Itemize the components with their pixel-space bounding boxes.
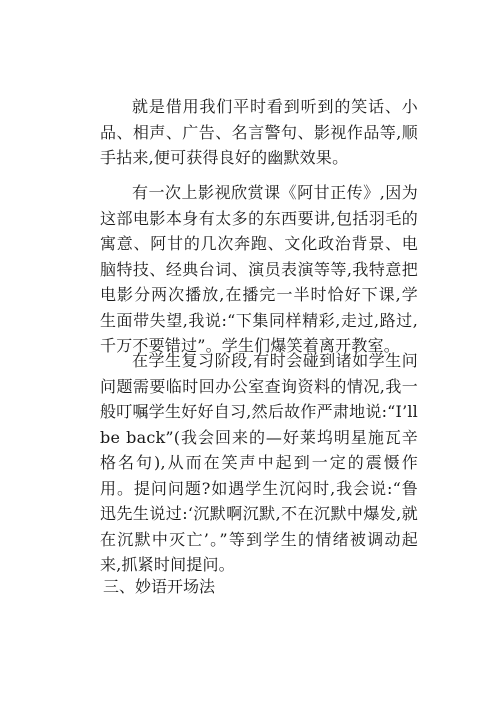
paragraph-1: 就是借用我们平时看到听到的笑话、小品、相声、广告、名言警句、影视作品等,顺手拈来,便可获得良好的幽默效果。 (100, 97, 418, 167)
paragraph-2: 有一次上影视欣赏课《阿甘正传》,因为这部电影本身有太多的东西要讲,包括羽毛的寓意、阿甘的几次奔跑、文化政治背景、电脑特技、经典台词、演员表演等等,我特意把电影分两次播放,在播完一半时恰好下课,学生面带失望,我说:“下集同样精彩,走过,路过,千万不要错过”。学生们爆笑着离开教室。 (100, 183, 418, 355)
section-heading: 三、妙语开场法 (103, 577, 216, 596)
paragraph-3: 在学生复习阶段,有时会碰到诸如学生问问题需要临时回办公室查询资料的情况,我一般叮嘱学生好好自习,然后故作严肃地说:“I’ll be back”(我会回来的—好莱坞明星施瓦辛格名句),从而在笑声中起到一定的震慑作用。提问问题?如遇学生沉闷时,我会说:“鲁迅先生说过:‘沉默啊沉默,不在沉默中爆发,就在沉默中灭亡’。”等到学生的情绪被调动起来,抓紧时间提问。 (100, 351, 418, 574)
